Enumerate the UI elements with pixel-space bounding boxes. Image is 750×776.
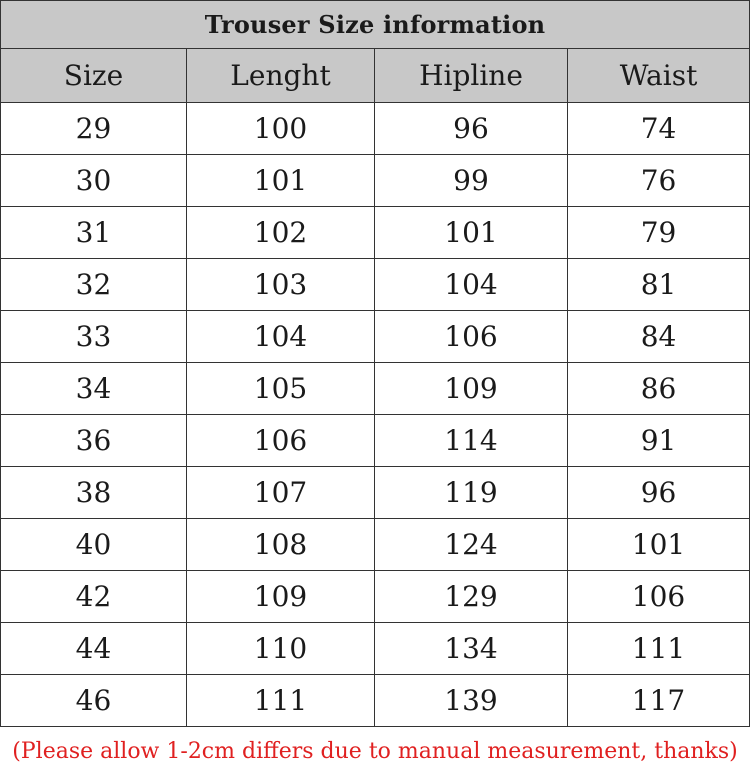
cell-length: 103: [187, 259, 375, 311]
cell-hipline: 119: [375, 467, 568, 519]
cell-waist: 96: [568, 467, 750, 519]
column-header-size: Size: [1, 49, 187, 103]
cell-waist: 117: [568, 675, 750, 727]
cell-length: 106: [187, 415, 375, 467]
column-header-waist: Waist: [568, 49, 750, 103]
cell-size: 40: [1, 519, 187, 571]
cell-size: 31: [1, 207, 187, 259]
cell-size: 42: [1, 571, 187, 623]
cell-waist: 91: [568, 415, 750, 467]
cell-hipline: 124: [375, 519, 568, 571]
cell-waist: 76: [568, 155, 750, 207]
cell-size: 32: [1, 259, 187, 311]
table-row: [1, 311, 750, 363]
cell-length: 108: [187, 519, 375, 571]
cell-length: 101: [187, 155, 375, 207]
cell-size: 38: [1, 467, 187, 519]
table-row: [1, 415, 750, 467]
cell-length: 100: [187, 103, 375, 155]
table-row: [1, 675, 750, 727]
cell-hipline: 106: [375, 311, 568, 363]
cell-waist: 74: [568, 103, 750, 155]
cell-size: 29: [1, 103, 187, 155]
column-header-hipline: Hipline: [375, 49, 568, 103]
cell-waist: 84: [568, 311, 750, 363]
cell-hipline: 96: [375, 103, 568, 155]
cell-hipline: 99: [375, 155, 568, 207]
cell-length: 107: [187, 467, 375, 519]
cell-hipline: 134: [375, 623, 568, 675]
cell-length: 104: [187, 311, 375, 363]
cell-waist: 86: [568, 363, 750, 415]
cell-length: 105: [187, 363, 375, 415]
table-title: Trouser Size information: [1, 1, 750, 49]
cell-waist: 81: [568, 259, 750, 311]
cell-waist: 111: [568, 623, 750, 675]
measurement-footnote: (Please allow 1-2cm differs due to manual measurement, thanks): [12, 739, 738, 764]
cell-size: 46: [1, 675, 187, 727]
cell-hipline: 114: [375, 415, 568, 467]
table-row: [1, 103, 750, 155]
cell-size: 36: [1, 415, 187, 467]
cell-hipline: 139: [375, 675, 568, 727]
table-row: [1, 259, 750, 311]
cell-hipline: 101: [375, 207, 568, 259]
table-row: [1, 363, 750, 415]
table-row: [1, 155, 750, 207]
table-title-row: [1, 1, 750, 49]
cell-waist: 79: [568, 207, 750, 259]
cell-hipline: 129: [375, 571, 568, 623]
table-row: [1, 207, 750, 259]
cell-hipline: 104: [375, 259, 568, 311]
table-row: [1, 571, 750, 623]
column-header-length: Lenght: [187, 49, 375, 103]
cell-size: 33: [1, 311, 187, 363]
table-body: [1, 103, 750, 727]
cell-length: 110: [187, 623, 375, 675]
cell-length: 102: [187, 207, 375, 259]
cell-length: 111: [187, 675, 375, 727]
cell-size: 44: [1, 623, 187, 675]
cell-size: 34: [1, 363, 187, 415]
cell-waist: 101: [568, 519, 750, 571]
cell-hipline: 109: [375, 363, 568, 415]
cell-size: 30: [1, 155, 187, 207]
table-header-row: [1, 49, 750, 103]
cell-waist: 106: [568, 571, 750, 623]
table-row: [1, 467, 750, 519]
table-row: [1, 623, 750, 675]
table-row: [1, 519, 750, 571]
cell-length: 109: [187, 571, 375, 623]
